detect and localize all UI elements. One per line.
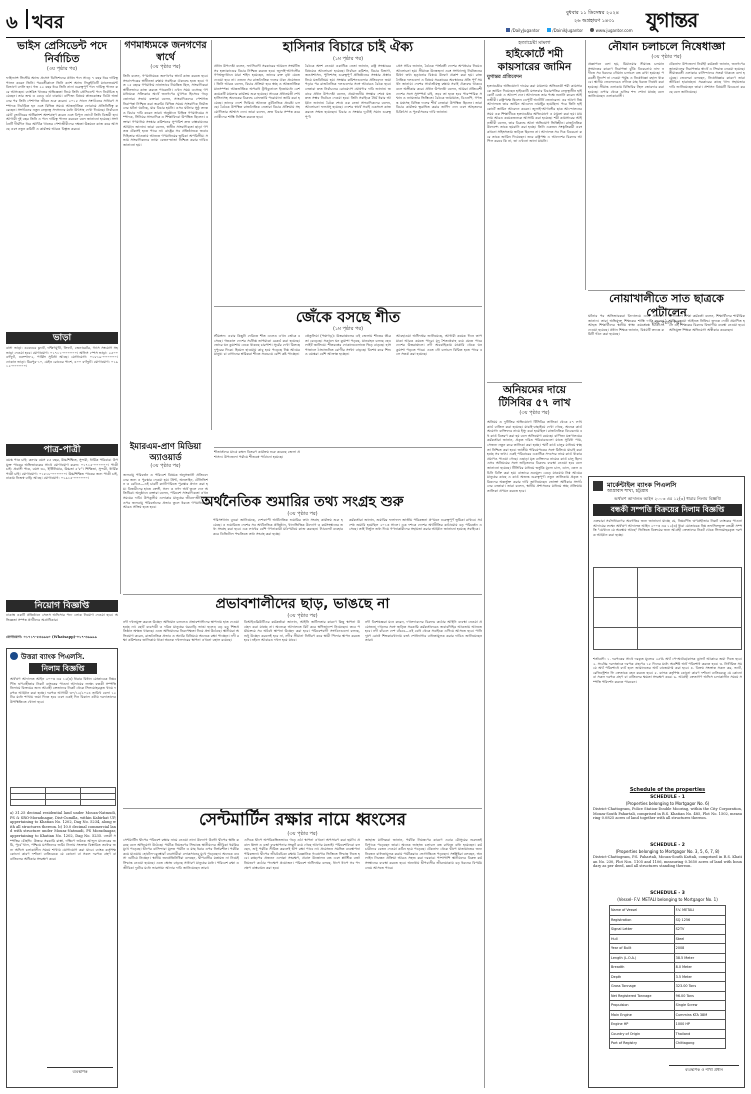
body-col-2: বৈঠকে অংশ নেওয়া একাধিক নেতা জানান, রাষ্ট্র সংস্কারের বিষয়েও আলোচনা হয়েছে। নির্বাচন কমিশন, বিচার বিভাগ, জনপ্রশাসন, পুলিশসহ গুরুত্বপূর্ণ প্রতিষ্ঠানের সংস্কার প্রস্তাব নিয়ে মতবিনিময় হয়। সংস্কার কমিশনগুলোর প্রতিবেদন জমা পড়ার পর রাজনৈতিক দলগুলোর সঙ্গে আবারও বৈঠক হবে। নেতারা দ্রুত নির্বাচনের রোডম্যাপ ঘোষণার দাবি জানান। জবাবে প্রধান উপদেষ্টা বলেন, প্রয়োজনীয় সংস্কার শেষে যত দ্রুত সম্ভব নির্বাচন দেওয়া হবে। তিনি সবাইকে ধৈর্য ধরার আহ্বান জানান। বৈঠক শেষে এক নেতা সাংবাদিকদের বলেন, আলোচনা ফলপ্রসূ হয়েছে। দেশের স্বার্থে সবাই একসঙ্গে কাজ করতে সম্মত হয়েছেন। বিচার ও সংস্কার দুটোই সমান গুরুত্বপূর্ণ। [305,64,391,119]
body-col-1: পরিসংখ্যান ব্যুরো জানিয়েছে, দেশব্যাপী অর্থনৈতিক শুমারির তথ্য সংগ্রহ কার্যক্রম শুরু হয়েছে। এ শুমারিতে দেশের সব অর্থনৈতিক প্রতিষ্ঠান, খানাভিত্তিক উদ্যোগ ও কর্মসংস্থানের তথ্য সংগ্রহ করা হবে। এক লাখের বেশি গণনাকারী মাঠপর্যায়ে কাজ করছেন। ট্যাবলেট ব্যবহার করে ডিজিটাল পদ্ধতিতে তথ্য সংগ্রহ করা হচ্ছে। [213,518,343,536]
table-row [610,1001,726,1011]
social-bar [506,28,745,35]
table-cell [11,800,46,806]
continuation: (৩য় পৃষ্ঠার পর) [651,54,682,60]
table-row [610,906,726,916]
body-col-2: এদিকে দ্বীপে অপরিকল্পিতভাবে গড়ে ওঠা স্থাপনা এখনো অপসারণ করা হয়নি। প্রবাল ধ্বংস ও বর্জ্য ব্যবস্থাপনার সংকট রয়ে গেছে আগের মতোই। পরিবেশবিদরা বলছেন, শুধু পর্যটক সীমিত করলেই দ্বীপ রক্ষা পাবে না। প্রয়োজন সমন্বিত ব্যবস্থাপনা পরিকল্পনা। দ্বীপের জীববৈচিত্র্য রক্ষায় বৈজ্ঞানিক গবেষণার ভিত্তিতে সিদ্ধান্ত নিতে হবে। কচ্ছপের প্রজনন এলাকা সংরক্ষণ, প্রবাল উত্তোলন বন্ধ এবং প্লাস্টিক বর্জ্য নিয়ন্ত্রণে কঠোর পদক্ষেপ প্রয়োজন। পরিবেশ অধিদপ্তর বলছে, ধাপে ধাপে সব পদক্ষেপ বাস্তবায়ন করা হবে। [244,838,360,870]
body-text: অনিয়ম ও দুর্নীতির অভিযোগে টিসিবির তালিকা থেকে ৫৭ লাখ কার্ড বাতিল করা হয়েছে। যাচাই-বাছাইয়ে দেখা গেছে, অনেক কার্ড অযোগ্য ব্যক্তিদের নামে ইস্যু করা হয়েছিল। রাজনৈতিক বিবেচনায় বহু কার্ড বিতরণ করা হয় বলে অভিযোগ রয়েছে। বাণিজ্য মন্ত্রণালয়ের কর্মকর্তারা জানান, প্রকৃত দরিদ্র পরিবারগুলো যাতে সুবিধা পায়, সেজন্য নতুন করে তালিকা করা হচ্ছে। স্মার্ট কার্ড চালুর মাধ্যমে স্বচ্ছতা নিশ্চিত করা হবে। জাতীয় পরিচয়পত্রের সঙ্গে মিলিয়ে যাচাই করা হচ্ছে সব তথ্য। একই পরিবারের একাধিক সদস্যের নামে কার্ড থাকার প্রমাণও পাওয়া গেছে। এছাড়া মৃত ব্যক্তিদের নামেও কার্ড চালু ছিল। এসব অনিয়মের সঙ্গে জড়িতদের বিরুদ্ধে ব্যবস্থা নেওয়া হবে বলে জানানো হয়েছে। টিসিবির মাধ্যমে ভর্তুকি মূল্যে চাল, ডাল, তেল ও চিনি বিক্রি করা হয়। বাজারে দ্রব্যমূল্য বেড়ে যাওয়ায় নিম্ন আয়ের মানুষের কাছে এ কার্ড অত্যন্ত গুরুত্বপূর্ণ। নতুন তালিকায় প্রকৃত দরিদ্রদের অন্তর্ভুক্ত করার দাবি জানিয়েছেন ভোক্তা অধিকার সংগঠনের নেতারা। তারা বলেন, স্থানীয় প্রশাসনের মাধ্যমে স্বচ্ছ প্রক্রিয়ায় তালিকা প্রণয়ন করতে হবে। [487,420,582,493]
section-rule [214,447,482,448]
headline: ভাইস প্রেসিডেন্ট পদে নির্বাচিত [17,40,107,65]
table-row [610,991,726,1001]
influential-article [123,596,482,806]
rent-listings: বাসা ভাড়া: ৩বেডের ফ্ল্যাট, দক্ষিণমুখী, লিফট, জেনারেটর, গ্যাস সংযোগ সহ ভাড়া দেওয়া হবে। যোগাযোগ: ০১৭১১-০০০০০০। অফিস স্পেস ভাড়া: ২৫০০ বর্গফুট, গুলশান-২, পার্কিং সুবিধা আছে। যোগাযোগ: ০১৮১৯-০০০০০০। দোকান ভাড়া: মিরপুর-১০, মেইন রোডের পাশে, ৪০০ বর্গফুট। যোগাযোগ: ০১৯১২-০০০০০০। [6,346,118,369]
table-row [610,915,726,925]
date-english: বুধবার ১১ ডিসেম্বর ২০২৪ [566,10,619,16]
winter-article [214,308,482,446]
auction-notice-title: বন্ধকী সম্পত্তি বিক্রয়ের নিলাম বিজ্ঞপ্তি [593,504,742,516]
recruitment-body: ঢাকাস্থ একটি প্রতিষ্ঠানে সেলস অফিসার পদে লোক নিয়োগ দেওয়া হবে। অভিজ্ঞতা সম্পন্ন প্রার্থীদের অগ্রাধিকার। [6,613,118,622]
vessel-value: 96.00 Tons [674,991,725,1001]
page-number: ৬ [6,12,18,33]
body-col-2: বিআইডব্লিউটিএর কর্মকর্তারা জানান, আইনি জটিলতার কারণে কিছু স্থাপনা উচ্ছেদ করা যাচ্ছে না। অনেকে আদালতে রিট করে স্থগিতাদেশ নিয়েছেন। তবে পর্যায়ক্রমে সব অবৈধ স্থাপনা উচ্ছেদ করা হবে। পরিবেশবাদী সংগঠনগুলো বলছে, শুধু উচ্ছেদ করলেই হবে না, নদীর সীমানা নির্ধারণ করে স্থায়ী পিলার স্থাপন করতে হবে। নইলে আবারও দখল হয়ে যাবে। [244,620,360,643]
section-rule [214,306,482,307]
auction-terms: শর্তাবলী: ১. দরপত্রের সাথে দরকৃত মূল্যের ২৫% অর্থ পে-অর্ডার/ব্যাংক ড্রাফট আকারে জমা দিতে হবে। ২. সর্বোচ্চ দরদাতাকে দরপত্র গ্রহণের ১৫ দিনের মধ্যে অবশিষ্ট অর্থ পরিশোধ করতে হবে। ৩. নির্ধারিত সময়ে অর্থ পরিশোধে ব্যর্থ হলে জামানতের অর্থ বাজেয়াপ্ত করা হবে। ৪. বিক্রয় সংক্রান্ত সকল কর, ভ্যাট, রেজিস্ট্রেশন ফি ক্রেতাকে বহন করতে হবে। ৫. ব্যাংক কর্তৃপক্ষ কোনো কারণ দর্শানো ব্যতিরেকে যে কোনো বা সকল দরপত্র গ্রহণ বা বাতিলের ক্ষমতা সংরক্ষণ করে। ৬. আগ্রহী ক্রেতাগণ অফিস চলাকালীন সময়ে সম্পত্তি পরিদর্শন করতে পারবেন। [593,657,742,684]
headline: সেন্টমার্টিন রক্ষার নামে ধ্বংসের [198,810,407,830]
section-rule [123,594,482,595]
table-row [610,972,726,982]
body-col-3: আবহাওয়া অধিদপ্তর জানিয়েছে, আগামী কয়েক দিনে তাপমাত্রা আরও কমতে পারে। মৃদু শৈত্যপ্রবাহ বয়ে যেতে পারে দেশের উত্তরাঞ্চলে। নদী অববাহিকায় মাঝারি থেকে ঘন কুয়াশা পড়তে পারে। এতে নৌ চলাচল বিঘ্নিত হতে পারে বলে সতর্ক করা হয়েছে। [396,334,482,357]
schedule-3-title: SCHEDULE - 3 [650,891,685,896]
table-row [610,1029,726,1039]
table-cell [638,598,742,628]
vessel-attribute: Propulsion [610,1001,675,1011]
irregularity-article [487,384,582,810]
schedule-1-sub: (Properties belonging to Mortgagor No. 6) [625,801,710,806]
headline: জেঁকে বসছে শীত [295,308,401,326]
column-rule [120,40,121,594]
table-cell [46,800,81,806]
boat-ban-article [588,40,745,290]
vessel-attribute: Depth [610,972,675,982]
saint-martin-article [123,810,482,1088]
headline: হাইকোর্টে শমী কায়সারের জামিন [497,48,572,73]
matrimony-listings: বয়স্ক পাত্র চাই: কন্যার বয়স ৫৫ বছর, উচ্চশিক্ষিত, সুন্দরী, ধার্মিক পরিবার। উপযুক্ত পাত্রের অভিভাবকের সাথে যোগাযোগ করুন: ০১৭১৫-০০০০০০। পাত্রী চাই: প্রবাসী পাত্র, বয়স ৩২, ইঞ্জিনিয়ার, উচ্চতা ৫'৮"। শিক্ষিতা, সুন্দরী, ধার্মিক পাত্রী চাই। যোগাযোগ: ০১৮১৮-০০০০০০। উচ্চশিক্ষিত পাত্রের জন্য পাত্রী চাই, ঢাকায় নিজস্ব বাড়ি আছে। যোগাযোগ: ০১৯১৫-০০০০০০। [6,458,118,481]
body-col-2: কর্মকর্তারা জানান, শুমারির ফলাফল জাতীয় পরিকল্পনা প্রণয়নে গুরুত্বপূর্ণ ভূমিকা রাখবে। সর্বশেষ শুমারি হয়েছিল ২০১৩ সালে। এক দশকে দেশের অর্থনীতির কাঠামোয় বড় পরিবর্তন এসেছে। তাই নির্ভুল তথ্য দিয়ে গণনাকারীদের সহায়তা করার আহ্বান জানানো হয়েছে সবাইকে। [349,518,482,532]
property-details: a) 31.25 decimal residential land under Mouza-Natmudi, PS & SRO-Moradnagar, Dist-Cumilla, within Kabirhat UP, appertaining to Khatian No. 1202, Dag No. 5234, along with all structures thereon. b) 10.0 decimal commercial land with structure under Mouza-Natmudi, PS Moradnagar, appertaining to Khatian No. 1202, Dag No. 5235. বন্ধকী সম্পত্তির চৌহদ্দি: উত্তরে সরকারি রাস্তা, দক্ষিণে জনৈক আব্দুল মালেকের জমি, পূর্বে খাল, পশ্চিমে মসজিদের জমি। নিলাম সংক্রান্ত বিস্তারিত তথ্যের জন্য অফিস চলাকালীন সময়ে শাখায় যোগাযোগ করা যাবে। ব্যাংক কর্তৃপক্ষ কোনো কারণ দর্শানো ব্যতিরেকে যে কোনো বা সকল দরপত্র গ্রহণ বা বাতিলের অধিকার সংরক্ষণ করে। [10,811,116,861]
body-col-2: টেকনাফ উপজেলা নির্বাহী কর্মকর্তা জানান, জনগণের জানমালের নিরাপত্তার স্বার্থে এ সিদ্ধান্ত নেওয়া হয়েছে। সীমান্তবর্তী এলাকার বাসিন্দাদের সতর্ক থাকতে বলা হয়েছে। জেলেরা বলছেন, নিষেধাজ্ঞার কারণে তারা জীবিকা হারাচ্ছেন। সরকারের কাছে খাদ্য সহায়তার দাবি জানিয়েছেন তারা। প্রশাসন বিষয়টি বিবেচনা করছে বলে জানিয়েছে। [669,62,745,94]
schedule-2-title: SCHEDULE - 2 [650,843,685,848]
headline: নৌযান চলাচলে নিষেধাজ্ঞা [607,40,726,53]
matrimony-classified [6,444,118,594]
recruitment-classified [6,600,118,644]
byline: যুগান্তর প্রতিবেদন [487,74,522,80]
body-col-1: ঘটনার পর অভিভাবকরা বিদ্যালয়ে এসে প্রতিবাদ জানান। তারা অভিযুক্ত শিক্ষকের শাস্তি দাবি করেন। আহত শিক্ষার্থীদের স্থানীয় স্বাস্থ্য কমপ্লেক্সে চিকিৎসা দেওয়া হয়েছে। প্রধান শিক্ষক জানান, বিষয়টি তদন্তে কমিটি গঠন করা হয়েছে। [588,314,664,337]
masthead [6,6,745,36]
headline: অনিয়মের দায়ে টিসিবির ৫৭ লাখ [498,384,571,409]
matrimony-header: পাত্র-পাত্রী [6,444,118,456]
table-row [610,982,726,992]
headline: প্রভাবশালীদের ছাড়, ভাঙছে না [215,596,390,612]
column-rule [585,40,586,290]
table-row [610,934,726,944]
schedule-1-body: District-Chattogram, Police Station-Double Mooring, within the City Corporation, Mouza-South Pahartali, comprised in B.S. Khatian No. 485, Plot No. 1502, measuring 0.0825 acres of land together with all structures thereon. [593,807,742,821]
website-link[interactable]: www.jugantor.com [595,28,633,33]
globe-icon [590,28,594,32]
body-text: হত্যাচেষ্টার অভিযোগে দায়ের করা মামলায় অভিনেত্রী শমী কায়সারকে জামিন দিয়েছেন হাইকোর্ট। মঙ্গলবার বিচারপতির নেতৃত্বাধীন হাইকোর্ট বেঞ্চ এ আদেশ দেন। আদালতে তার পক্ষে শুনানি করেন আইনজীবী। রাষ্ট্রপক্ষে ছিলেন ডেপুটি অ্যাটর্নি জেনারেল। এর আগে নিম্ন আদালতে তার জামিন আবেদন নামঞ্জুর হয়েছিল। পরে তিনি হাইকোর্টে জামিন আবেদন করেন। জুলাই-আগস্টের ছাত্র আন্দোলনের সময় এক শিক্ষার্থীকে হত্যাচেষ্টার অভিযোগে এ মামলা করা হয়। মামলায় আরও কয়েকজনকে আসামি করা হয়েছে। শমী কায়সারের আইনজীবী বলেন, তার বিরুদ্ধে আনা অভিযোগ ভিত্তিহীন। রাজনৈতিক উদ্দেশ্যে তাকে হয়রানি করা হচ্ছে। তিনি একজন সংস্কৃতিকর্মী এবং কখনো সহিংসতায় জড়িত ছিলেন না। আদালত সব দিক বিবেচনা করে তাকে জামিন দিয়েছেন। তবে রাষ্ট্রপক্ষ এ আদেশের বিরুদ্ধে আপিল করবে কি না, তা এখনো জানা যায়নি। [487,84,582,144]
mercantile-logo [593,481,603,491]
uttara-bank-logo [10,652,18,660]
table-row [610,944,726,954]
vessel-value: Single Screw [674,1001,725,1011]
vessel-attribute: Year of Built [610,944,675,954]
section-name: খবর [32,12,64,33]
section-divider [26,9,28,29]
continuation: (৩য় পৃষ্ঠার পর) [519,410,550,416]
high-court-article [487,40,582,380]
vessel-attribute: Port of Registry [610,1039,675,1049]
body-col-1: প্রজ্ঞাপনে বলা হয়, মিয়ানমার সীমান্তে চলমান সংঘাতের কারণে নিরাপত্তা ঝুঁকি বিবেচনায় নাফ নদীতে সব ধরনের নৌযান চলাচল বন্ধ রাখা হয়েছে। পরবর্তী নির্দেশ না দেওয়া পর্যন্ত এ নিষেধাজ্ঞা বহাল থাকবে। স্থানীয় জেলেদেরও নদীতে মাছ ধরতে নিষেধ করা হয়েছে। সীমান্ত এলাকায় বিজিবির টহল জোরদার করা হয়েছে। ওপার থেকে গুলির শব্দ শোনা যাচ্ছে বলে জানিয়েছেন এলাকাবাসী। [588,62,664,99]
vessel-value: Steel [674,934,725,944]
table-cell [594,568,638,598]
table-row [610,1039,726,1049]
vessel-value: Thailand [674,1029,725,1039]
continuation: (৩য় পৃষ্ঠার পর) [46,66,78,72]
auction-notice-title: নিলাম বিজ্ঞপ্তি [29,663,97,674]
vessel-value: 38.5 Meter [674,953,725,963]
recruitment-header: নিয়োগ বিজ্ঞপ্তি [6,600,118,612]
schedule-2-body: District-Chattogram, P.S. Pahartali, Mouza-South Kattali, comprised in R.S. Khatian No. 230, Plot Nos. 1105 and 1106, measuring 0.1650 acres of land with boundary as per deed, and all structures standing thereon. [593,855,742,869]
bank-name: উত্তরা ব্যাংক পিএলসি. [21,653,85,661]
vessel-value: Cummins KTA 38M [674,1010,725,1020]
body-text: তিনি বলেন, গণমাধ্যমকে জনগণের স্বার্থে কাজ করতে হবে। সংবাদপত্রের স্বাধীনতা রক্ষায় সবাইকে ঐক্যবদ্ধ হতে হবে। গত ১৫ বছরে গণমাধ্যম নানাভাবে নিয়ন্ত্রিত ছিল, সাংবাদিকরা স্বাধীনভাবে কাজ করতে পারেননি। এখন সময় এসেছে গণমাধ্যমকে সত্যিকার অর্থে জনগণের মুখপত্র হিসেবে গড়ে তোলার। সভায় বক্তারা বলেন, সাংবাদিকদের পেশাগত নিরাপত্তা নিশ্চিত করা জরুরি। বিভিন্ন সময়ে সাংবাদিক নির্যাতনের ঘটনা ঘটেছে, যার বিচার হয়নি। এসব ঘটনার সুষ্ঠু তদন্ত ও বিচার দাবি করেন তারা। অনুষ্ঠানে বিভিন্ন গণমাধ্যমের সম্পাদক, সিনিয়র সাংবাদিক ও শিক্ষাবিদরা উপস্থিত ছিলেন। বক্তারা গণমাধ্যম সংস্কার কমিশনের সুপারিশ দ্রুত বাস্তবায়নের আহ্বান জানান। তারা বলেন, স্বাধীন সাংবাদিকতা ছাড়া গণতন্ত্র টেকসই হতে পারে না। রাষ্ট্রের সব প্রতিষ্ঠানকে জবাবদিহিতার আওতায় আনতে গণমাধ্যমের ভূমিকা অপরিসীম। সভায় সাংবাদিকদের ন্যায্য বেতন-ভাতা নিশ্চিত করার দাবিও জানানো হয়। [123,74,208,147]
jugantor-logo: যুগান্তর [646,8,698,32]
census-side-text: শীতার্তদের মাঝে কম্বল বিতরণ কার্যক্রম শুরু করেছে জেলা প্রশাসন। উপজেলা পর্যায়ে শীতবস্ত্র পাঠানো হয়েছে। [214,450,300,459]
table-row [610,953,726,963]
table-row [610,1020,726,1030]
column-rule [484,40,485,1088]
body-text: ফাইন্যান্স সিস্টেম অ্যান্ড প্রসেস ডিভিশনের প্রধান পদে সাড়ে ৭ বছর ধরে দায়িত্ব পালন করেন তিনি। পরবর্তীকালে তিনি ক্যাশ অ্যান্ড লিকুইডিটি ম্যানেজমেন্ট বিভাগে বদলি হন। গত ২২ বছর ধরে তিনি নানা গুরুত্বপূর্ণ পদে দায়িত্ব পালন করে আসছেন। ব্যাংকিং খাতের অভিজ্ঞতা নিয়ে তিনি প্রেসিডেন্ট পদে নির্বাচিত হয়েছেন। তার জন্ম ও বেড়ে ওঠা ঢাকায়। বাণিজ্য বিষয়ে স্নাতকোত্তর ডিগ্রি অর্জনের পর তিনি পেশাগত জীবন শুরু করেন। ২০১৫ সালে সংগঠনের সাধারণ সম্পাদক নির্বাচিত হন এবং বিভিন্ন সময়ে আন্তর্জাতিক ফোরামে প্রতিনিধিত্ব করেছেন। সংগঠনের নতুন নেতৃত্বে সদস্যদের মধ্যে উৎসাহ দেখা দিয়েছে। নির্বাচনে মোট ভোটারের অধিকাংশ অংশগ্রহণ করেন এবং বিপুল ভোটে তিনি বিজয়ী হন। আগামী দুই বছর তিনি এ পদে দায়িত্ব পালন করবেন বলে জানানো হয়েছে। সংগঠনটি দীর্ঘদিন ধরে আর্থিক খাতের পেশাজীবীদের দক্ষতা উন্নয়নে কাজ করে আসছে এবং নতুন কমিটি এ কার্যক্রম আরও বিস্তৃত করবে। [6,76,118,131]
vessel-attribute: Gross Tonnage [610,982,675,992]
column-rule [211,40,212,430]
mass-org-article [123,40,208,440]
continuation: (৩য় পৃষ্ঠার পর) [150,64,181,70]
vessel-attribute: Hull [610,934,675,944]
continuation: (৩য় পৃষ্ঠার পর) [287,511,318,517]
branch: আগ্রাবাদ শাখা, চট্টগ্রাম [607,489,649,494]
vessel-value: 1000 HP [674,1020,725,1030]
body-text: জলবায়ু পরিবর্তন ও পরিবেশ বিষয়ক অনুসন্ধানী প্রতিবেদনের জন্য এ পুরস্কার দেওয়া হয়। প্রিন্ট, অনলাইন, টেলিভিশন ও রেডিও—এই চারটি ক্যাটাগরিতে পুরস্কার প্রদান করা হয়। বিজয়ীদের হাতে ক্রেস্ট, সনদ ও নগদ অর্থ তুলে দেন অতিথিরা। অনুষ্ঠানে বক্তারা বলেন, পরিবেশ সাংবাদিকতা এখন সময়ের দাবি। উপকূলীয় এলাকার মানুষের জীবন-জীবিকার ওপর জলবায়ু পরিবর্তনের প্রভাব তুলে ধরতে গণমাধ্যমকে আরও সক্রিয় হতে হবে। [123,473,208,510]
schedule-1-title: SCHEDULE - 1 [650,795,685,800]
continuation: (৩য় পৃষ্ঠার পর) [651,320,682,326]
masthead-rule [6,37,745,38]
table-cell [638,568,742,598]
body-col-2: তেঁতুলিয়া (পঞ্চগড়): উত্তরাঞ্চলের এই জেলায় শীতের তীব্রতা বেড়েছে। সকালে ঘন কুয়াশা পড়ছে, যানবাহন চলছে হেডলাইট জ্বালিয়ে। শীতবস্ত্রের দোকানগুলোতে ভিড় বাড়ছে। হাসপাতালে ঠান্ডাজনিত রোগীর সংখ্যা বাড়ছে। বিশেষ করে শিশু ও বয়স্করা বেশি আক্রান্ত হচ্ছেন। [305,334,391,357]
signatory: ব্যবস্থাপক [72,1069,88,1074]
schedule-3-sub: (Vessel- F.V. METALI belonging to Mortgagor No. 1) [617,897,718,902]
headline: নোয়াখালীতে সাত ছাত্রকে পেটালেন [609,292,724,319]
twitter-icon [547,28,551,32]
vessel-attribute: Signal Letter [610,925,675,935]
table-row [610,1010,726,1020]
vessel-value: 8.0 Meter [674,963,725,973]
rent-classified [6,332,118,442]
headline: অর্থনৈতিক শুমারির তথ্য সংগ্রহ শুরু [201,494,404,510]
headline: গণমাধ্যমকে জনগণের স্বার্থে [124,40,207,63]
table-cell [638,628,742,650]
signature-line [669,1065,739,1066]
social-handle-2[interactable]: /DainikJugantor [552,28,584,33]
vessel-value: F.V. METALI [674,906,725,916]
vessel-table [609,905,726,1049]
rent-header: ভাড়া [6,332,118,344]
vessel-attribute: Engine HP [610,1020,675,1030]
table-cell [81,800,116,806]
hasina-trial-article [214,40,482,305]
vessel-attribute: Name of Vessel [610,906,675,916]
section-rule [123,808,482,809]
signature-line [47,1067,113,1068]
vessel-value: Chittagong [674,1039,725,1049]
date-bangla: ২৬ অগ্রহায়ণ ১৪৩১ [574,18,615,24]
vessel-value: S2TV [674,925,725,935]
body-col-2: উপজেলা শিক্ষা কর্মকর্তা বলেন, শিক্ষার্থীদের শারীরিক শাস্তি দেওয়া আইনত নিষিদ্ধ। তদন্তে দোষী প্রমাণিত হলে ওই শিক্ষকের বিরুদ্ধে বিভাগীয় ব্যবস্থা নেওয়া হবে। অভিযুক্ত শিক্ষক অভিযোগ অস্বীকার করেছেন। [669,314,745,332]
schedule-title: Schedule of the properties [629,787,706,793]
continuation: (১ম পৃষ্ঠার পর) [332,56,364,62]
bank-name: মার্কেন্টাইল ব্যাংক পিএলসি [607,481,677,489]
census-article [123,494,482,594]
continuation: (৩য় পৃষ্ঠার পর) [287,613,318,619]
headline: ইমারএম-প্রাণ মিডিয়া অ্যাওয়ার্ড [129,442,202,463]
kicker: হত্যাচেষ্টা মামলা [518,40,551,46]
noakhali-article [588,292,745,472]
body-col-1: সেন্টমার্টিন দ্বীপের পরিবেশ রক্ষার নামে নেওয়া নানা উদ্যোগ উল্টো দ্বীপের ক্ষতি করছে বলে অভিযোগ উঠেছে। পর্যটক নিয়ন্ত্রণের সিদ্ধান্তে স্থানীয়দের জীবিকা হুমকির মুখে পড়েছে। দ্বীপের বাসিন্দারা মূলত পর্যটন ও মাছ ধরার ওপর নির্ভরশীল। পর্যটক কমে যাওয়ায় হোটেল-রেস্তোরাঁ ব্যবসায়ীরা লোকসানের মুখে পড়েছেন। অনেকে ব্যবসা গুটিয়ে নিচ্ছেন। স্থানীয় জনপ্রতিনিধিরা বলছেন, দ্বীপবাসীর মতামত না নিয়েই সিদ্ধান্ত নেওয়া হয়েছে। এতে ক্ষোভ বাড়ছে সাধারণ মানুষের মধ্যে। পরিবেশ রক্ষা ও জীবিকা দুটোর মধ্যে ভারসাম্য আনার দাবি জানিয়েছেন তারা। [123,838,239,870]
body-col-3: নদী বিশেষজ্ঞরা মনে করেন, দখলদারদের বিরুদ্ধে কঠোর আইনি ব্যবস্থা নেওয়া প্রয়োজন। দখলের সঙ্গে জড়িত সরকারি কর্মকর্তাদেরও জবাবদিহির আওতায় আনতে হবে। নদী বাঁচলে দেশ বাঁচবে—এই বোধ থেকে সবাইকে এগিয়ে আসতে হবে। পানি দূষণ রোধে শিল্পকারখানায় বর্জ্য শোধনাগার বাধ্যতামূলক করার দাবিও জানিয়েছেন তারা। [365,620,482,643]
auction-intro: এতদ্বারা সর্বসাধারণের অবগতির জন্য জানানো যাচ্ছে যে, নিম্নবর্ণিত ঋণগ্রহীতার নিকট ব্যাংকের পাওনা আদায়ের লক্ষ্যে অর্থঋণ আদালত আইন ২০০৩ এর ১২(৩) ধারা মোতাবেক নিম্ন তফসিলভুক্ত বন্ধকী সম্পত্তি "যেখানে যে অবস্থায় আছে" ভিত্তিতে বিক্রয়ের জন্য আগ্রহী ক্রেতাদের নিকট থেকে সিলমোহরকৃত দরপত্র আহ্বান করা হচ্ছে। [593,519,742,537]
vessel-attribute: Main Engine [610,1010,675,1020]
vessel-value: 323.00 Tons [674,982,725,992]
auction-table [10,787,116,806]
body-col-1: প্রধান উপদেষ্টা বলেন, ফ্যাসিবাদী সরকারের আমলে সংঘটিত সব হত্যাকাণ্ডের বিচার নিশ্চিত করতে হবে। জুলাই-আগস্টের গণঅভ্যুত্থানে যারা শহিদ হয়েছেন, তাদের রক্ত বৃথা যেতে দেওয়া হবে না। এজন্য সব রাজনৈতিক দলের ঐক্য প্রয়োজন। তিনি আরও বলেন, বিচার প্রক্রিয়া হবে স্বচ্ছ ও আন্তর্জাতিক মানসম্পন্ন। আন্তর্জাতিক অপরাধ ট্রাইব্যুনালে ইতোমধ্যে বেশ কয়েকটি মামলার কার্যক্রম শুরু হয়েছে। সাবেক প্রধানমন্ত্রী শেখ হাসিনাসহ অনেকের বিরুদ্ধে গ্রেফতারি পরোয়ানা জারি করা হয়েছে। তাদের দেশে ফিরিয়ে আনতে কূটনৈতিক প্রচেষ্টা চলছে। বৈঠকে উপস্থিত রাজনৈতিক নেতারা বিচার প্রক্রিয়ায় সহযোগিতার আশ্বাস দেন। তারা বলেন, দ্রুত বিচার সম্পন্ন করে দোষীদের শাস্তি নিশ্চিত করতে হবে। [214,64,300,119]
facebook-icon [506,28,510,32]
signature-block [669,1065,739,1074]
recruitment-contact[interactable]: যোগাযোগ: ০১৭১৭-৫৪৬৯৬০ (Whatsapp)-০১৭-৩৯৯৯৯ [6,635,97,639]
uttara-bank-ad [6,648,118,1088]
vessel-value: SQ 1256 [674,915,725,925]
continuation: (৩য় পৃষ্ঠার পর) [287,831,318,837]
vessel-value: 3.5 Meter [674,972,725,982]
table-cell [594,628,638,650]
continuation: (১ম পৃষ্ঠার পর) [332,326,364,332]
table-row [610,925,726,935]
body-col-3: প্রেস সচিব জানান, বৈঠকে পার্শ্ববর্তী দেশের অপপ্রচার নিয়েও আলোচনা হয়। সীমান্তে উত্তেজনা এবং সংখ্যালঘু নির্যাতনের মিথ্যা তথ্য ছড়ানোর বিষয়ে উদ্বেগ প্রকাশ করা হয়। রাজনৈতিক দলগুলো এ বিষয়ে সরকারের অবস্থানের প্রতি পূর্ণ সমর্থন জানায়। দেশের সার্বভৌমত্ব রক্ষায় সবাই ঐক্যবদ্ধ থাকবে বলে অঙ্গীকার করে। প্রধান উপদেষ্টা বলেন, আমরা প্রতিবেশী দেশের সঙ্গে সুসম্পর্ক চাই, তবে তা হতে হবে পারস্পরিক সম্মান ও ন্যায্যতার ভিত্তিতে। বৈঠকে জামায়াত, বিএনপি, গণতন্ত্র মঞ্চসহ বিভিন্ন দলের শীর্ষ নেতারা উপস্থিত ছিলেন। তারা বিচার কার্যক্রম ত্বরান্বিত করার তাগিদ দেন এবং আহতদের চিকিৎসা ও পুনর্বাসনের দাবি জানান। [396,64,482,114]
act-reference: অর্থঋণ আদালত আইন ২০০৩ এর ১২(৩) ধারার নিলাম বিজ্ঞপ্তি [614,496,721,501]
continuation: (৩য় পৃষ্ঠার পর) [150,463,181,469]
body-col-3: জাহাজ মালিকরা জানান, পর্যটক নিয়ন্ত্রণের কারণে এবার মৌসুমের শুরুতেই বিপাকে পড়েছেন তারা। অনেক জাহাজ চলাচল বন্ধ রাখতে বাধ্য হয়েছেন। কর্মচারীদের বেতন দেওয়া কঠিন হয়ে পড়েছে। টেকনাফ থেকে দ্বীপে যাতায়াতের জন্য নিবন্ধন বাধ্যতামূলক করায় পর্যটকরাও ভোগান্তিতে পড়ছেন। সংশ্লিষ্টরা বলছেন, অনলাইন নিবন্ধন প্রক্রিয়া আরও সহজ করা দরকার। পাশাপাশি স্থানীয়দের বিকল্প কর্মসংস্থানের ব্যবস্থা করতে হবে। অন্যথায় দ্বীপবাসীর জীবনযাত্রায় বড় ধরনের বিপর্যয় নেমে আসতে পারে। [365,838,482,870]
body-col-1: শ্রীমঙ্গল: এবার কিছুটা দেরিতে শীত এলেও এখন জেঁকে বসেছে। গতকাল দেশের সর্বনিম্ন তাপমাত্রা রেকর্ড করা হয়েছে। ভোরে ঘন কুয়াশায় ঢেকে থাকছে চারপাশ। সূর্যের দেখা মিলছে দুপুরের দিকে। হিমেল হাওয়ায় কাবু হয়ে পড়েছে নিম্ন আয়ের মানুষ। চা বাগানের শ্রমিকরা শীতে সবচেয়ে বেশি কষ্ট পাচ্ছেন। [214,334,300,357]
vice-president-article [6,40,118,330]
social-handle-1[interactable]: /DailyJugantor [511,28,540,33]
vessel-attribute: Registration [610,915,675,925]
table-cell [594,598,638,628]
mercantile-bank-ad [588,476,745,1088]
signature-block [47,1067,113,1076]
vessel-attribute: Net Registered Tonnage [610,991,675,1001]
section-rule [588,290,745,291]
schedule-2-sub: (Properties belonging to Mortgagor No. 3, 5, 6, 7, 8) [615,849,720,854]
auction-body: অর্থঋণ আদালত আইন ২০০৩ এর ১২(৩) ধারার বিধান মোতাবেক নিম্নবর্ণিত ঋণগ্রহীতার নিকট ব্যাংকের পাওনা আদায়ের লক্ষ্যে বন্ধকী সম্পত্তি নিলামে বিক্রয়ের জন্য আগ্রহী ক্রেতাদের নিকট থেকে সিলমোহরকৃত খামে দরপত্র আহ্বান করা হচ্ছে। দরপত্র আগামী ৩০/১২/২০২৪ তারিখ বেলা ১২টার মধ্যে শাখায় জমা দিতে হবে এবং একই দিন বিকাল ৩টায় দরদাতাদের উপস্থিতিতে খোলা হবে। [10,677,116,704]
vessel-attribute: Length (L.O.A.) [610,953,675,963]
body-col-1: নদী দখলমুক্ত করতে উচ্ছেদ অভিযান চললেও প্রভাবশালীদের স্থাপনায় হাত দেওয়া হচ্ছে না। ছোট ব্যবসায়ী ও দরিদ্র মানুষের ঘরবাড়ি ভাঙা হলেও বড় বড় শিল্পপ্রতিষ্ঠান অক্ষত থাকছে। এতে অভিযানের নিরপেক্ষতা নিয়ে প্রশ্ন উঠেছে। স্থানীয়রা অভিযোগ করেন, রাজনৈতিক প্রভাব ও অর্থের বিনিময়ে অনেকে রক্ষা পাচ্ছেন। নদী রক্ষা কমিশনের তালিকায় থাকা অনেক দখলদারের স্থাপনা এখনো বহাল রয়েছে। [123,620,239,643]
borrower-table [593,567,742,650]
headline: হাসিনার বিচারে চাই ঐক্য [282,40,414,55]
vessel-attribute: Breadth [610,963,675,973]
section-rule [487,382,582,383]
signatory: ব্যবস্থাপক ও শাখা প্রধান [685,1067,723,1072]
vessel-attribute: Country of Origin [610,1029,675,1039]
table-row [610,963,726,973]
vessel-value: 2008 [674,944,725,954]
